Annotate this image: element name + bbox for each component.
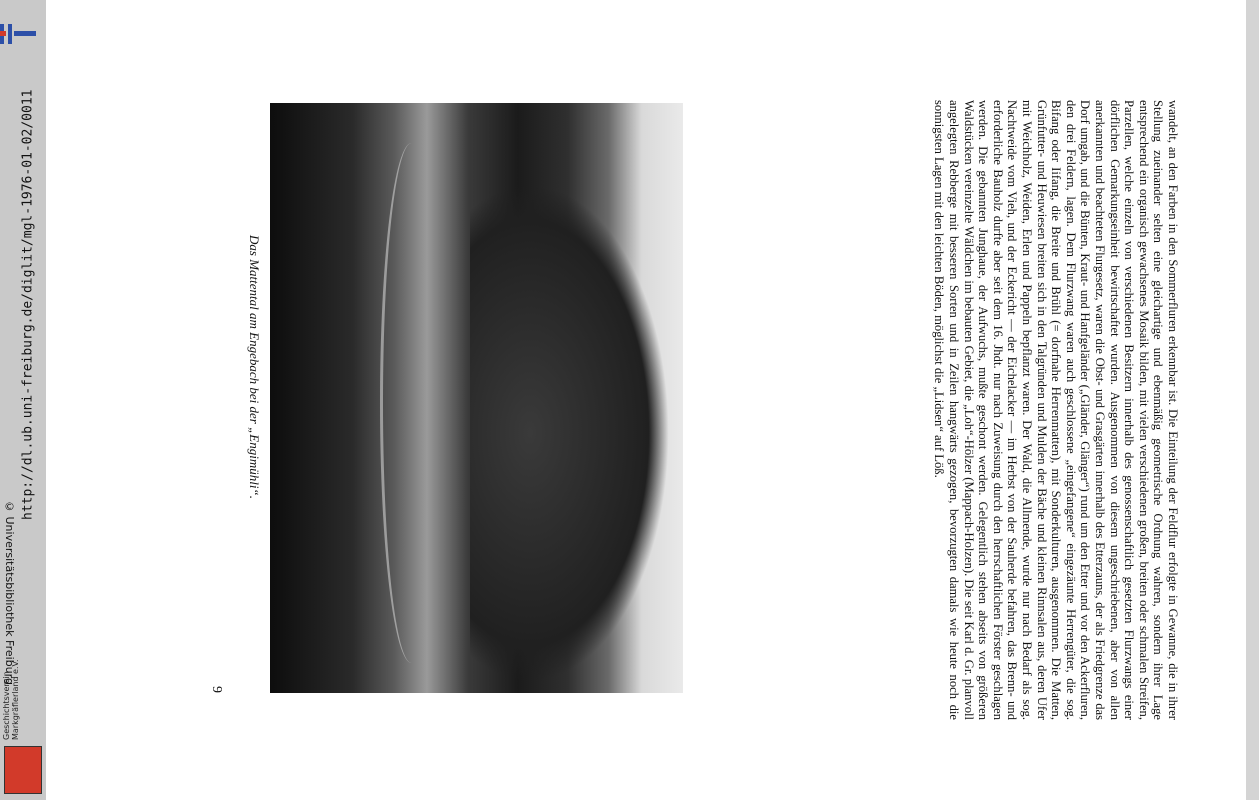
photo-hills	[470, 183, 670, 683]
page-number: 9	[209, 686, 224, 693]
viewer-right-margin	[1246, 0, 1259, 800]
viewer-logo-icon	[0, 22, 36, 46]
body-paragraph: wandelt, an den Farben in den Sommerfluren erkennbar ist. Die Einteilung der Feldflur erfolgte in Gewanne, die in ihrer Stellung zueinander selten eine gleichartige und ebenmäßig geometrische Ordnung wahren, sondern ihrer Lage entsprechend ein organisch gewachsenes Mosaik bilden, mit vielen verschiedenen großen, breiten oder schmalen Streifen, Parzellen, welche einzeln von verschiedenen Besitzern innerhalb des genossenschaftlich gesetzten Flurzwangs einer dörflichen Gemarkungseinheit bewirtschaftet wurden. Ausgenommen von diesem ungeschriebenen, aber von allen anerkannten und beachteten Flurgesetz, waren die Obst- und Grasgärten innerhalb des Etterzauns, der als Friedgrenze das Dorf umgab, und die Bünten, Kraut- und Hanfgeländer („Gländer, Glänger“) rund um den Etter und vor den Ackerfluren, den drei Feldern, lagen. Dem Flurzwang waren auch geschlossene „eingefangene“ eingezäunte Herrengüter, die sog. Bifang oder Iifang, die Breite und Brühl (= dorfnahe Herrenmatten), mit Sonderkulturen, ausgenommen. Die Matten, Grünfutter- und Heuwiesen breiten sich in den Talgründen und Mulden der Bäche und kleinen Rinnsalen aus, deren Ufer mit Weichholz, Weiden, Erlen und Pappeln bepflanzt waren. Der Wald, die Allmende, wurde nur nach Bedarf als sog. Nachtweide vom Vieh, und der Eckericht — der Eichelacker — im Herbst von der Sauherde befahren, das Brenn- und erforderliche Bauholz durfte aber seit dem 16. Jhdt. nur nach Zuweisung durch den herrschaftlichen Förster geschlagen werden. Die gebannten Junghaue, der Aufwuchs, mußte geschont werden. Gelegentlich stehen abseits von größeren Waldstücken vereinzelte Wäldchen im bebauten Gebiet, die „Loh“-Hölzer (Mappach-Holzen). Die seit Karl d. Gr. planvoll angelegten Rebberge mit besseren Sorten und in Zeilen hangwärts gezogen, bevorzugten damals wie heute noch die sonnigsten Lagen mit den leichten Böden, möglichst die „Lidsen“ auf Löß.	[932, 100, 1180, 720]
viewer-left-margin	[0, 0, 46, 800]
coat-of-arms-icon	[4, 746, 42, 794]
photo-caption: Das Mattental am Engebach bei der „Engimühli“.	[247, 235, 262, 499]
copyright-notice: © Universitätsbibliothek Freiburg	[3, 500, 16, 685]
text-column	[750, 100, 1180, 720]
society-label: Geschichtsverein Markgräflerland e.V.	[2, 659, 20, 740]
landscape-photo	[270, 103, 683, 693]
photo-road	[380, 143, 443, 663]
document-url[interactable]: http://dl.ub.uni-freiburg.de/diglit/mgl-1976-01-02/0011	[20, 89, 36, 520]
